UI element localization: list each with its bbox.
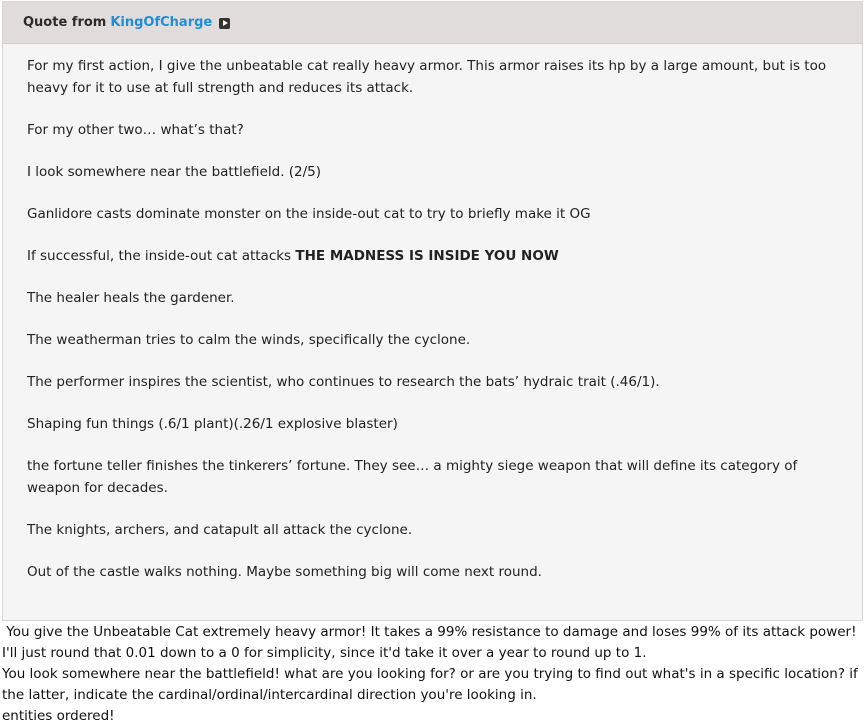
quote-paragraph: The knights, archers, and catapult all attack the cyclone. (27, 522, 413, 538)
quote-paragraph: Out of the castle walks nothing. Maybe something big will come next round. (27, 564, 542, 580)
quote-paragraph: the fortune teller finishes the tinkerers’ fortune. They see… a mighty siege weapon that will define its category of weapon for decades. (27, 458, 798, 496)
quote-paragraph: I look somewhere near the battlefield. (2/5) (27, 164, 322, 180)
quote-paragraph: For my first action, I give the unbeatable cat really heavy armor. This armor raises its hp by a large amount, but is too heavy for it to use at full strength and reduces its attack. (27, 58, 827, 96)
quote-paragraph: The weatherman tries to calm the winds, specifically the cyclone. (27, 332, 471, 348)
bold-line-strong: THE MADNESS IS INSIDE YOU NOW (295, 248, 559, 264)
reply-line: You look somewhere near the battlefield! what are you looking for? or are you trying to find out what's in a specific location? if the latter, indicate the cardinal/ordinal/intercardinal direction you're looking in. (2, 666, 858, 703)
quote-block (2, 1, 863, 621)
reply-line: entities ordered! (2, 708, 115, 724)
quote-paragraph: Ganlidore casts dominate monster on the inside-out cat to try to briefly make it OG (27, 206, 591, 222)
jump-to-post-icon[interactable] (219, 18, 230, 29)
bold-line-prefix: If successful, the inside-out cat attacks (27, 248, 296, 264)
quote-header (3, 2, 862, 44)
reply-line: You give the Unbeatable Cat extremely heavy armor! It takes a 99% resistance to damage and loses 99% of its attack power! I'll just round that 0.01 down to a 0 for simplicity, since it'd take it over a year to round up to 1. (2, 624, 861, 661)
quote-prefix: Quote from (23, 15, 107, 30)
quote-paragraph: The healer heals the gardener. (27, 290, 235, 306)
quote-paragraph: For my other two… what’s that? (27, 122, 244, 138)
quote-paragraph: The performer inspires the scientist, who continues to research the bats’ hydraic trait (.46/1). (27, 374, 660, 390)
quote-paragraph: Shaping fun things (.6/1 plant)(.26/1 explosive blaster) (27, 416, 398, 432)
reply-body (2, 622, 862, 727)
quote-paragraph-bold-line (27, 245, 842, 267)
quote-body (3, 44, 862, 583)
quote-author-link[interactable]: KingOfCharge (110, 15, 213, 30)
